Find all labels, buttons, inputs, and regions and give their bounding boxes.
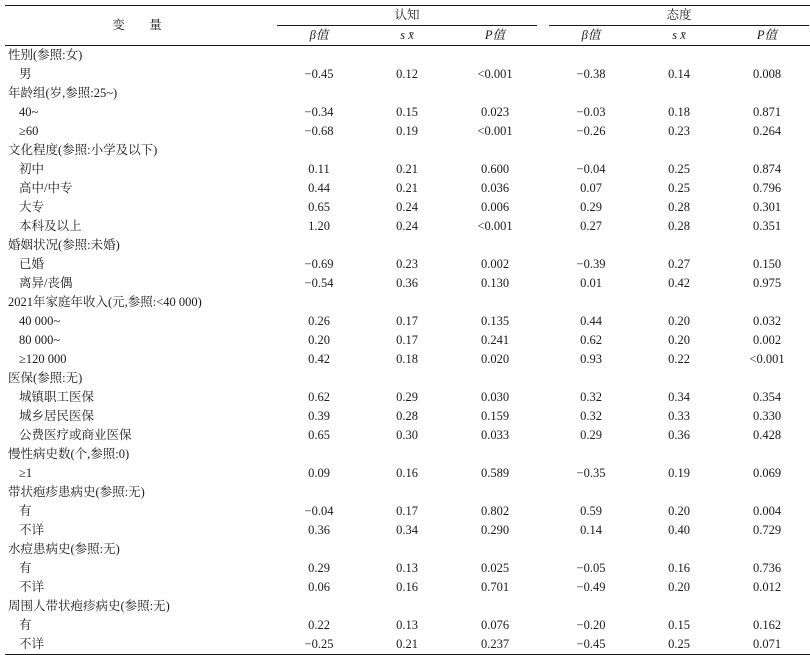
variable-label: 有 <box>19 561 32 575</box>
attitude-se-cell: 0.28 <box>668 200 690 214</box>
cognition-beta-cell: 0.11 <box>308 162 330 176</box>
attitude-p-cell: 0.301 <box>752 200 782 214</box>
attitude-beta-cell: −0.45 <box>576 637 606 651</box>
cognition-beta-cell: 0.09 <box>308 466 330 480</box>
attitude-se-cell: 0.40 <box>668 523 690 537</box>
variable-label: 80 000~ <box>19 333 61 347</box>
category-label: 性别(参照:女) <box>8 48 83 62</box>
attitude-se-cell: 0.36 <box>668 428 690 442</box>
attitude-p-cell: 0.330 <box>752 409 782 423</box>
cognition-beta-cell: 0.06 <box>308 580 330 594</box>
cognition-se-cell: 0.17 <box>396 314 418 328</box>
attitude-p-cell: 0.428 <box>752 428 782 442</box>
col-header-se: s x̄ <box>363 26 451 46</box>
regression-table <box>5 5 810 655</box>
attitude-beta-cell: 0.59 <box>580 504 602 518</box>
variable-label: 40 000~ <box>19 314 61 328</box>
cognition-p-cell: 0.033 <box>480 428 510 442</box>
attitude-se-cell: 0.20 <box>668 580 690 594</box>
variable-label: 城镇职工医保 <box>19 390 95 404</box>
column-gap <box>539 217 547 236</box>
category-row <box>5 483 810 502</box>
cognition-beta-cell: 0.26 <box>308 314 330 328</box>
column-gap <box>539 103 547 122</box>
category-row <box>5 540 810 559</box>
col-header-p: P值 <box>451 26 539 46</box>
cognition-p-cell: 0.076 <box>480 618 510 632</box>
cognition-se-cell: 0.17 <box>396 333 418 347</box>
attitude-group-header <box>547 6 810 26</box>
attitude-beta-cell: 0.32 <box>580 409 602 423</box>
attitude-beta-cell: −0.26 <box>576 124 606 138</box>
attitude-p-cell: <0.001 <box>749 352 785 366</box>
attitude-p-cell: 0.729 <box>752 523 782 537</box>
variable-label: 本科及以上 <box>19 219 82 233</box>
table-row <box>5 274 810 293</box>
column-gap <box>539 274 547 293</box>
table-row <box>5 635 810 655</box>
attitude-se-cell: 0.15 <box>668 618 690 632</box>
table-row <box>5 122 810 141</box>
cognition-beta-cell: 0.39 <box>308 409 330 423</box>
attitude-se-cell: 0.25 <box>668 637 690 651</box>
category-label: 带状疱疹患病史(参照:无) <box>8 485 145 499</box>
attitude-beta-cell: −0.05 <box>576 561 606 575</box>
attitude-beta-cell: −0.38 <box>576 67 606 81</box>
cognition-p-cell: 0.130 <box>480 276 510 290</box>
variable-label: 不详 <box>19 580 45 594</box>
cognition-se-cell: 0.24 <box>396 200 418 214</box>
cognition-se-cell: 0.12 <box>396 67 418 81</box>
column-gap <box>539 331 547 350</box>
column-gap <box>539 388 547 407</box>
attitude-p-cell: 0.002 <box>752 333 782 347</box>
cognition-p-cell: 0.600 <box>480 162 510 176</box>
table-row <box>5 388 810 407</box>
cognition-beta-cell: −0.54 <box>304 276 334 290</box>
cognition-beta-cell: 0.29 <box>308 561 330 575</box>
column-gap <box>539 122 547 141</box>
category-label: 慢性病史数(个,参照:0) <box>8 447 130 461</box>
table-row <box>5 407 810 426</box>
cognition-p-cell: 0.802 <box>480 504 510 518</box>
attitude-p-cell: 0.069 <box>752 466 782 480</box>
cognition-p-cell: 0.241 <box>480 333 510 347</box>
attitude-beta-cell: −0.49 <box>576 580 606 594</box>
cognition-p-cell: 0.006 <box>480 200 510 214</box>
cognition-beta-cell: −0.34 <box>304 105 334 119</box>
cognition-se-cell: 0.24 <box>396 219 418 233</box>
attitude-p-cell: 0.071 <box>752 637 782 651</box>
variable-label: ≥120 000 <box>19 352 67 366</box>
attitude-p-cell: 0.975 <box>752 276 782 290</box>
variable-label: 有 <box>19 618 32 632</box>
table-row <box>5 350 810 369</box>
category-row <box>5 46 810 66</box>
table-row <box>5 502 810 521</box>
cognition-beta-cell: −0.04 <box>304 504 334 518</box>
attitude-header-label: 态度 <box>549 6 809 26</box>
cognition-se-cell: 0.16 <box>396 466 418 480</box>
attitude-beta-cell: 0.29 <box>580 428 602 442</box>
column-gap <box>539 312 547 331</box>
table-row <box>5 331 810 350</box>
attitude-beta-cell: 0.29 <box>580 200 602 214</box>
cognition-se-cell: 0.34 <box>396 523 418 537</box>
attitude-se-cell: 0.42 <box>668 276 690 290</box>
cognition-p-cell: 0.023 <box>480 105 510 119</box>
table-row <box>5 103 810 122</box>
cognition-beta-cell: 0.65 <box>308 200 330 214</box>
category-row <box>5 293 810 312</box>
cognition-beta-cell: −0.45 <box>304 67 334 81</box>
attitude-beta-cell: 0.44 <box>580 314 602 328</box>
column-gap <box>539 198 547 217</box>
cognition-se-cell: 0.23 <box>396 257 418 271</box>
column-gap <box>539 578 547 597</box>
column-gap <box>539 426 547 445</box>
cognition-se-cell: 0.21 <box>396 181 418 195</box>
cognition-beta-cell: 1.20 <box>308 219 330 233</box>
variable-label: 离异/丧偶 <box>19 276 73 290</box>
attitude-se-cell: 0.18 <box>668 105 690 119</box>
cognition-beta-cell: 0.65 <box>308 428 330 442</box>
attitude-p-cell: 0.736 <box>752 561 782 575</box>
column-gap <box>539 464 547 483</box>
variable-label: 不详 <box>19 637 45 651</box>
cognition-p-cell: 0.237 <box>480 637 510 651</box>
table-row <box>5 255 810 274</box>
cognition-beta-cell: 0.36 <box>308 523 330 537</box>
variable-label: ≥60 <box>19 124 39 138</box>
cognition-se-cell: 0.17 <box>396 504 418 518</box>
cognition-p-cell: 0.135 <box>480 314 510 328</box>
table-row <box>5 65 810 84</box>
category-label: 医保(参照:无) <box>8 371 83 385</box>
attitude-beta-cell: 0.32 <box>580 390 602 404</box>
col-header-se: s x̄ <box>635 26 723 46</box>
cognition-p-cell: 0.589 <box>480 466 510 480</box>
cognition-se-cell: 0.21 <box>396 637 418 651</box>
table-row <box>5 217 810 236</box>
column-gap <box>539 255 547 274</box>
attitude-p-cell: 0.354 <box>752 390 782 404</box>
header-row-groups <box>5 6 810 26</box>
table-row <box>5 616 810 635</box>
category-row <box>5 236 810 255</box>
cognition-se-cell: 0.13 <box>396 561 418 575</box>
variable-label: 男 <box>19 67 32 81</box>
cognition-se-cell: 0.21 <box>396 162 418 176</box>
attitude-se-cell: 0.22 <box>668 352 690 366</box>
attitude-beta-cell: 0.62 <box>580 333 602 347</box>
attitude-se-cell: 0.34 <box>668 390 690 404</box>
cognition-beta-cell: −0.68 <box>304 124 334 138</box>
column-gap <box>539 502 547 521</box>
column-gap <box>539 635 547 655</box>
cognition-p-cell: <0.001 <box>477 67 513 81</box>
variable-label: 已婚 <box>19 257 45 271</box>
cognition-se-cell: 0.13 <box>396 618 418 632</box>
attitude-se-cell: 0.33 <box>668 409 690 423</box>
variable-header: 变 量 <box>5 6 275 46</box>
category-label: 水痘患病史(参照:无) <box>8 542 120 556</box>
variable-label: 公费医疗或商业医保 <box>19 428 132 442</box>
table-row <box>5 464 810 483</box>
variable-label: 高中/中专 <box>19 181 73 195</box>
table-row <box>5 426 810 445</box>
cognition-p-cell: 0.002 <box>480 257 510 271</box>
category-label: 周围人带状疱疹病史(参照:无) <box>8 599 170 613</box>
table-row <box>5 559 810 578</box>
cognition-beta-cell: 0.20 <box>308 333 330 347</box>
attitude-p-cell: 0.150 <box>752 257 782 271</box>
attitude-p-cell: 0.012 <box>752 580 782 594</box>
cognition-p-cell: 0.030 <box>480 390 510 404</box>
column-gap <box>539 616 547 635</box>
attitude-se-cell: 0.25 <box>668 181 690 195</box>
cognition-p-cell: 0.020 <box>480 352 510 366</box>
category-label: 年龄组(岁,参照:25~) <box>8 86 118 100</box>
cognition-p-cell: 0.159 <box>480 409 510 423</box>
cognition-se-cell: 0.15 <box>396 105 418 119</box>
column-gap <box>539 521 547 540</box>
attitude-p-cell: 0.264 <box>752 124 782 138</box>
category-label: 文化程度(参照:小学及以下) <box>8 143 158 157</box>
attitude-se-cell: 0.23 <box>668 124 690 138</box>
table-row <box>5 312 810 331</box>
cognition-p-cell: 0.701 <box>480 580 510 594</box>
attitude-p-cell: 0.351 <box>752 219 782 233</box>
col-header-p: P值 <box>723 26 810 46</box>
attitude-beta-cell: −0.20 <box>576 618 606 632</box>
variable-label: ≥1 <box>19 466 33 480</box>
cognition-p-cell: <0.001 <box>477 219 513 233</box>
variable-label: 大专 <box>19 200 45 214</box>
attitude-beta-cell: −0.39 <box>576 257 606 271</box>
attitude-beta-cell: 0.27 <box>580 219 602 233</box>
cognition-se-cell: 0.29 <box>396 390 418 404</box>
attitude-beta-cell: −0.03 <box>576 105 606 119</box>
cognition-p-cell: <0.001 <box>477 124 513 138</box>
cognition-p-cell: 0.290 <box>480 523 510 537</box>
attitude-p-cell: 0.032 <box>752 314 782 328</box>
category-row <box>5 141 810 160</box>
column-gap <box>539 65 547 84</box>
table-row <box>5 578 810 597</box>
table-row <box>5 179 810 198</box>
col-header-beta: β值 <box>275 26 363 46</box>
cognition-se-cell: 0.30 <box>396 428 418 442</box>
cognition-beta-cell: 0.42 <box>308 352 330 366</box>
attitude-beta-cell: 0.01 <box>580 276 602 290</box>
attitude-se-cell: 0.14 <box>668 67 690 81</box>
category-label: 婚姻状况(参照:未婚) <box>8 238 120 252</box>
attitude-se-cell: 0.27 <box>668 257 690 271</box>
attitude-se-cell: 0.20 <box>668 314 690 328</box>
cognition-se-cell: 0.16 <box>396 580 418 594</box>
cognition-p-cell: 0.025 <box>480 561 510 575</box>
category-row <box>5 597 810 616</box>
attitude-beta-cell: 0.93 <box>580 352 602 366</box>
variable-label: 40~ <box>19 105 39 119</box>
attitude-p-cell: 0.004 <box>752 504 782 518</box>
cognition-p-cell: 0.036 <box>480 181 510 195</box>
attitude-se-cell: 0.20 <box>668 504 690 518</box>
column-gap <box>539 350 547 369</box>
category-row <box>5 369 810 388</box>
attitude-p-cell: 0.796 <box>752 181 782 195</box>
column-gap <box>539 407 547 426</box>
col-header-beta: β值 <box>547 26 635 46</box>
column-gap <box>539 179 547 198</box>
cognition-se-cell: 0.36 <box>396 276 418 290</box>
variable-label: 有 <box>19 504 32 518</box>
attitude-p-cell: 0.871 <box>752 105 782 119</box>
table-body <box>5 46 810 655</box>
cognition-beta-cell: 0.22 <box>308 618 330 632</box>
cognition-se-cell: 0.19 <box>396 124 418 138</box>
attitude-se-cell: 0.19 <box>668 466 690 480</box>
cognition-beta-cell: −0.25 <box>304 637 334 651</box>
column-gap <box>539 559 547 578</box>
attitude-beta-cell: −0.35 <box>576 466 606 480</box>
cognition-se-cell: 0.18 <box>396 352 418 366</box>
attitude-beta-cell: −0.04 <box>576 162 606 176</box>
category-row <box>5 84 810 103</box>
attitude-se-cell: 0.16 <box>668 561 690 575</box>
attitude-beta-cell: 0.07 <box>580 181 602 195</box>
attitude-se-cell: 0.20 <box>668 333 690 347</box>
variable-label: 城乡居民医保 <box>19 409 95 423</box>
table-row <box>5 160 810 179</box>
category-row <box>5 445 810 464</box>
cognition-beta-cell: 0.44 <box>308 181 330 195</box>
cognition-beta-cell: −0.69 <box>304 257 334 271</box>
table-row <box>5 198 810 217</box>
cognition-header-label: 认知 <box>277 6 537 26</box>
attitude-p-cell: 0.162 <box>752 618 782 632</box>
attitude-se-cell: 0.25 <box>668 162 690 176</box>
attitude-beta-cell: 0.14 <box>580 523 602 537</box>
cognition-beta-cell: 0.62 <box>308 390 330 404</box>
cognition-group-header <box>275 6 539 26</box>
table-row <box>5 521 810 540</box>
attitude-p-cell: 0.008 <box>752 67 782 81</box>
category-label: 2021年家庭年收入(元,参照:<40 000) <box>8 295 202 309</box>
attitude-p-cell: 0.874 <box>752 162 782 176</box>
attitude-se-cell: 0.28 <box>668 219 690 233</box>
variable-label: 初中 <box>19 162 45 176</box>
column-gap <box>539 160 547 179</box>
cognition-se-cell: 0.28 <box>396 409 418 423</box>
variable-label: 不详 <box>19 523 45 537</box>
